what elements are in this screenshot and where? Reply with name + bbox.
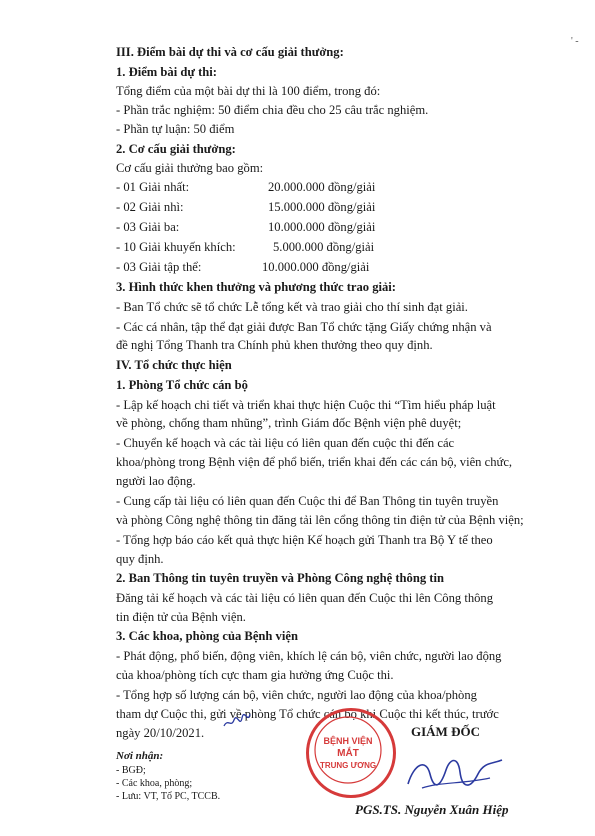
seal-line: BỆNH VIỆN bbox=[323, 736, 373, 746]
prize-amount: 20.000.000 đồng/giải bbox=[268, 180, 376, 194]
body-line: của khoa/phòng tích cực tham gia hưởng ứng Cuộc thi. bbox=[116, 668, 394, 682]
body-line: ngày 20/10/2021. bbox=[116, 726, 205, 740]
prize-amount: 10.000.000 đồng/giải bbox=[268, 220, 376, 234]
score-intro: Tổng điểm của một bài dự thi là 100 điểm, trong đó: bbox=[116, 84, 381, 98]
body-line: - Lập kế hoạch chi tiết và triển khai thực hiện Cuộc thi “Tìm hiểu pháp luật bbox=[116, 398, 496, 412]
corner-mark: ' - bbox=[571, 36, 579, 47]
prize-heading: 2. Cơ cấu giải thưởng: bbox=[116, 142, 236, 156]
award-heading: 3. Hình thức khen thưởng và phương thức trao giải: bbox=[116, 280, 397, 294]
prize-amount: 5.000.000 đồng/giải bbox=[273, 240, 375, 254]
body-line: tin điện tử của Bệnh viện. bbox=[116, 610, 246, 624]
handwritten-signature bbox=[400, 744, 510, 798]
prize-amount: 10.000.000 đồng/giải bbox=[262, 260, 370, 274]
body-line: và phòng Công nghệ thông tin đăng tải lên cổng thông tin điện tử của Bệnh viện; bbox=[116, 513, 524, 527]
body-line: về phòng, chống tham nhũng”, trình Giám đốc Bệnh viện phê duyệt; bbox=[116, 416, 462, 430]
body-line: khoa/phòng trong Bệnh viện để phổ biến, triển khai đến các cán bộ, viên chức, bbox=[116, 455, 513, 469]
body-line: - Cung cấp tài liệu có liên quan đến Cuộc thi để Ban Thông tin tuyên truyền bbox=[116, 494, 499, 508]
initials-scribble bbox=[222, 708, 252, 732]
recipients-heading: Nơi nhận: bbox=[116, 750, 164, 762]
prize-amount: 15.000.000 đồng/giải bbox=[268, 200, 376, 214]
seal-icon bbox=[306, 708, 390, 792]
body-line: Đăng tải kế hoạch và các tài liệu có liên quan đến Cuộc thi lên Công thông bbox=[116, 591, 494, 605]
body-line: người lao động. bbox=[116, 474, 196, 488]
prize-label: - 02 Giải nhì: bbox=[116, 200, 184, 214]
official-seal bbox=[306, 708, 396, 798]
score-multiple-choice: - Phần trắc nghiệm: 50 điểm chia đều cho 25 câu trắc nghiệm. bbox=[116, 103, 429, 117]
prize-intro: Cơ cấu giải thưởng bao gồm: bbox=[116, 161, 264, 175]
prize-label: - 01 Giải nhất: bbox=[116, 180, 190, 194]
body-line: - Chuyển kế hoạch và các tài liệu có liên quan đến cuộc thi đến các bbox=[116, 436, 455, 450]
signer-name: PGS.TS. Nguyễn Xuân Hiệp bbox=[355, 802, 509, 817]
body-line: quy định. bbox=[116, 552, 164, 566]
part-3-heading: 3. Các khoa, phòng của Bệnh viện bbox=[116, 629, 298, 643]
score-heading: 1. Điểm bài dự thi: bbox=[116, 65, 217, 79]
prize-label: - 10 Giải khuyến khích: bbox=[116, 240, 236, 254]
body-line: - Tổng hợp báo cáo kết quả thực hiện Kế hoạch gửi Thanh tra Bộ Y tế theo bbox=[116, 533, 493, 547]
body-line: - Phát động, phổ biến, động viên, khích lệ cán bộ, viên chức, người lao động bbox=[116, 649, 502, 663]
part-2-heading: 2. Ban Thông tin tuyên truyền và Phòng Công nghệ thông tin bbox=[116, 571, 444, 585]
recipient-item: - Lưu: VT, Tổ PC, TCCB. bbox=[116, 791, 221, 802]
recipient-item: - BGĐ; bbox=[116, 765, 146, 776]
award-line: - Các cá nhân, tập thể đạt giải được Ban Tổ chức tặng Giấy chứng nhận và bbox=[116, 320, 492, 334]
signer-title: GIÁM ĐỐC bbox=[411, 724, 480, 739]
seal-line: TRUNG ƯƠNG bbox=[319, 761, 377, 770]
section-4-heading: IV. Tổ chức thực hiện bbox=[116, 358, 232, 372]
seal-line: MẮT bbox=[337, 748, 359, 759]
award-line: - Ban Tổ chức sẽ tổ chức Lễ tổng kết và trao giải cho thí sinh đạt giải. bbox=[116, 300, 468, 314]
part-1-heading: 1. Phòng Tổ chức cán bộ bbox=[116, 378, 248, 392]
section-3-heading: III. Điểm bài dự thi và cơ cấu giải thưởng: bbox=[116, 45, 344, 59]
body-line: tham dự Cuộc thi, gửi về phòng Tổ chức cán bộ khi Cuộc thi kết thúc, trước bbox=[116, 707, 499, 721]
recipient-item: - Các khoa, phòng; bbox=[116, 778, 193, 789]
body-line: - Tổng hợp số lượng cán bộ, viên chức, người lao động của khoa/phòng bbox=[116, 688, 477, 702]
prize-label: - 03 Giải ba: bbox=[116, 220, 180, 234]
award-line: đề nghị Tổng Thanh tra Chính phủ khen thưởng theo quy định. bbox=[116, 338, 433, 352]
prize-label: - 03 Giải tập thể: bbox=[116, 260, 202, 274]
score-essay: - Phần tự luận: 50 điểm bbox=[116, 122, 235, 136]
